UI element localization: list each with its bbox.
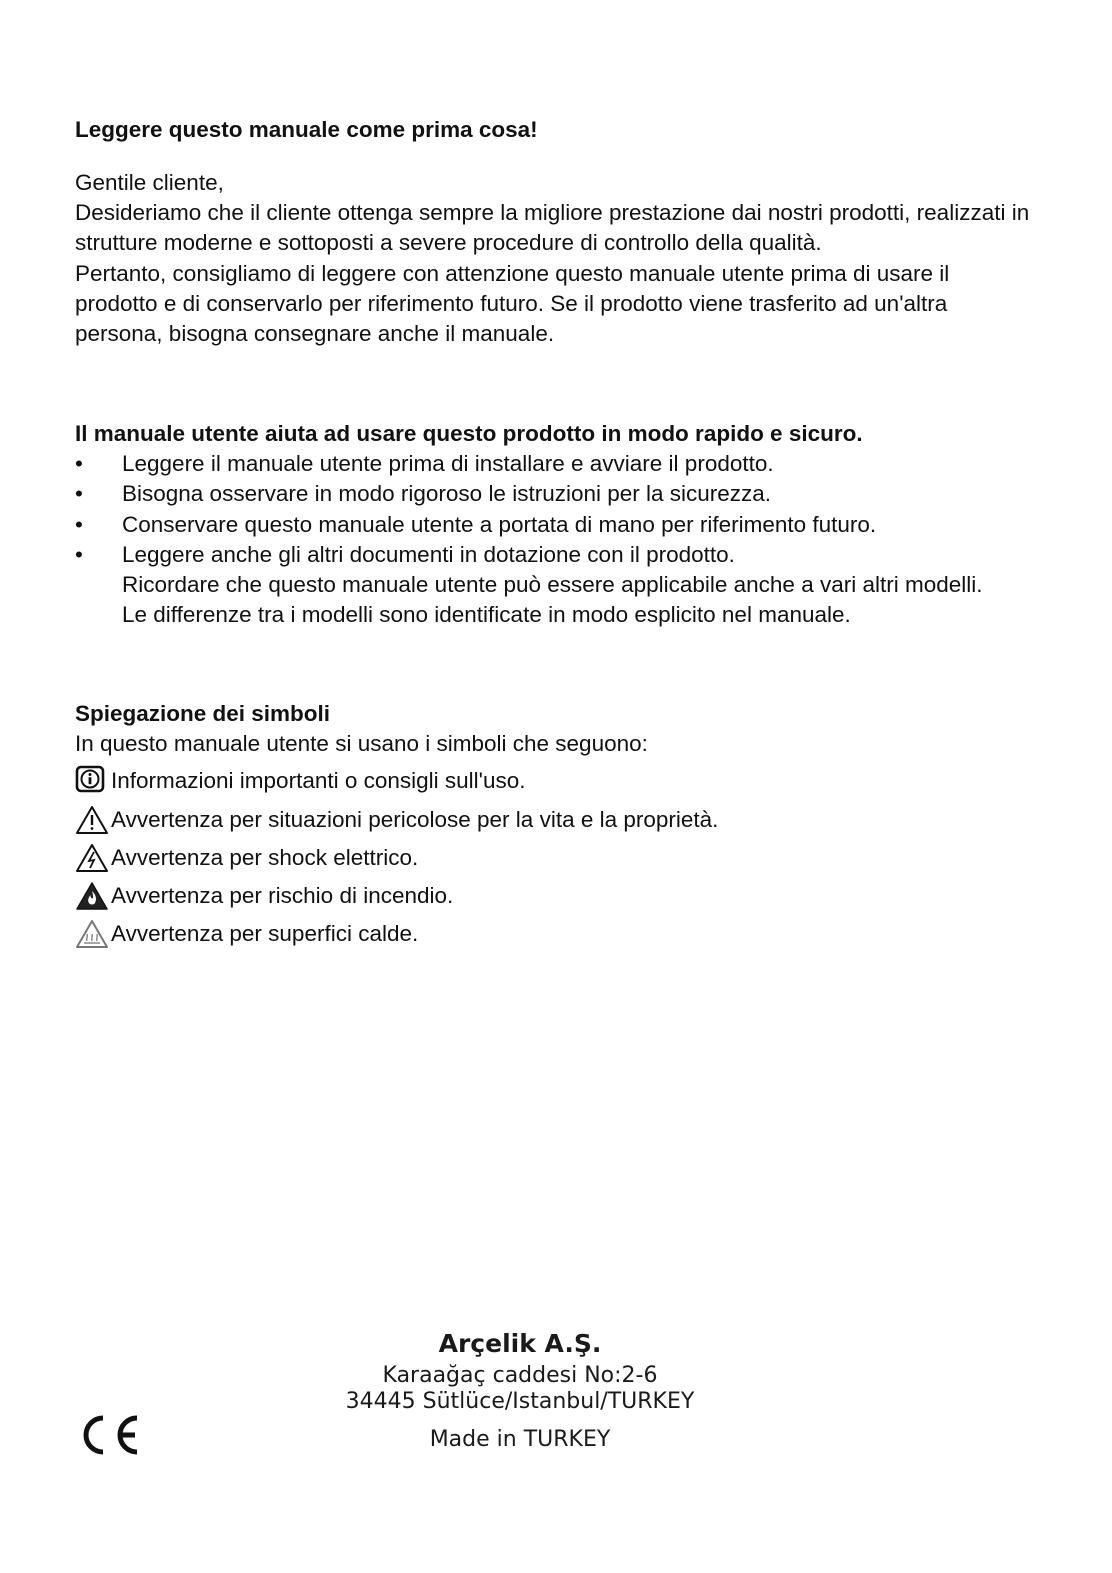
intro-paragraph: Desideriamo che il cliente ottenga sempre la migliore prestazione dai nostri prodotti, realizzati in strutture moderne e sottoposti a severe procedure di controllo della qualità. [75, 200, 1030, 256]
usage-list-item [75, 510, 1035, 540]
usage-item-text: Leggere anche gli altri documenti in dotazione con il prodotto. [122, 541, 735, 567]
intro-heading: Leggere questo manuale come prima cosa! [75, 117, 538, 142]
usage-item-text: Conservare questo manuale utente a portata di mano per riferimento futuro. [122, 511, 877, 537]
symbol-text: Informazioni importanti o consigli sull'uso. [111, 768, 526, 793]
bullet-icon: • [75, 541, 83, 567]
symbol-text: Avvertenza per superfici calde. [111, 921, 419, 946]
made-in-label: Made in TURKEY [429, 1427, 611, 1452]
symbols-heading: Spiegazione dei simboli [75, 701, 331, 726]
warning-triangle-icon [75, 804, 109, 836]
symbol-row-shock [75, 839, 418, 877]
intro-body [75, 198, 1035, 349]
usage-list-item [75, 479, 1035, 509]
usage-list-item [75, 449, 1035, 479]
ce-mark-icon [75, 1412, 141, 1458]
symbol-row-fire [75, 877, 453, 915]
usage-note-text: Ricordare che questo manuale utente può essere applicabile anche a vari altri modelli. [122, 572, 983, 598]
intro-paragraph: Pertanto, consigliamo di leggere con attenzione questo manuale utente prima di usare il prodotto e di conservarlo per riferimento futuro. Se il prodotto viene trasferito ad un'altra persona, bisogna consegnare anche il manuale. [75, 260, 950, 347]
hot-surface-icon [75, 918, 109, 950]
symbol-row-info [75, 762, 525, 800]
usage-note [75, 570, 1035, 600]
symbol-row-danger [75, 801, 718, 839]
usage-list-item [75, 540, 1035, 570]
address-line-2: 34445 Sütlüce/Istanbul/TURKEY [345, 1389, 695, 1414]
greeting: Gentile cliente, [75, 170, 224, 195]
usage-item-text: Leggere il manuale utente prima di installare e avviare il prodotto. [122, 451, 774, 476]
info-icon [75, 765, 109, 797]
address-line-1: Karaağaç caddesi No:2-6 [382, 1363, 658, 1388]
symbols-intro: In questo manuale utente si usano i simboli che seguono: [75, 731, 648, 756]
usage-note [75, 600, 1035, 630]
fire-hazard-icon [75, 880, 109, 912]
usage-heading: Il manuale utente aiuta ad usare questo prodotto in modo rapido e sicuro. [75, 421, 863, 446]
symbol-text: Avvertenza per situazioni pericolose per la vita e la proprietà. [111, 807, 719, 832]
usage-item-text: Bisogna osservare in modo rigoroso le istruzioni per la sicurezza. [122, 481, 772, 507]
bullet-icon: • [75, 511, 83, 537]
usage-note-text: Le differenze tra i modelli sono identificate in modo esplicito nel manuale. [122, 602, 851, 628]
bullet-icon: • [75, 451, 83, 476]
symbol-row-hot-surface [75, 915, 418, 953]
usage-list [75, 449, 1035, 631]
symbol-text: Avvertenza per rischio di incendio. [111, 883, 454, 908]
symbol-text: Avvertenza per shock elettrico. [111, 845, 419, 870]
company-name: Arçelik A.Ş. [438, 1329, 602, 1358]
electric-shock-icon [75, 842, 109, 874]
bullet-icon: • [75, 481, 83, 507]
